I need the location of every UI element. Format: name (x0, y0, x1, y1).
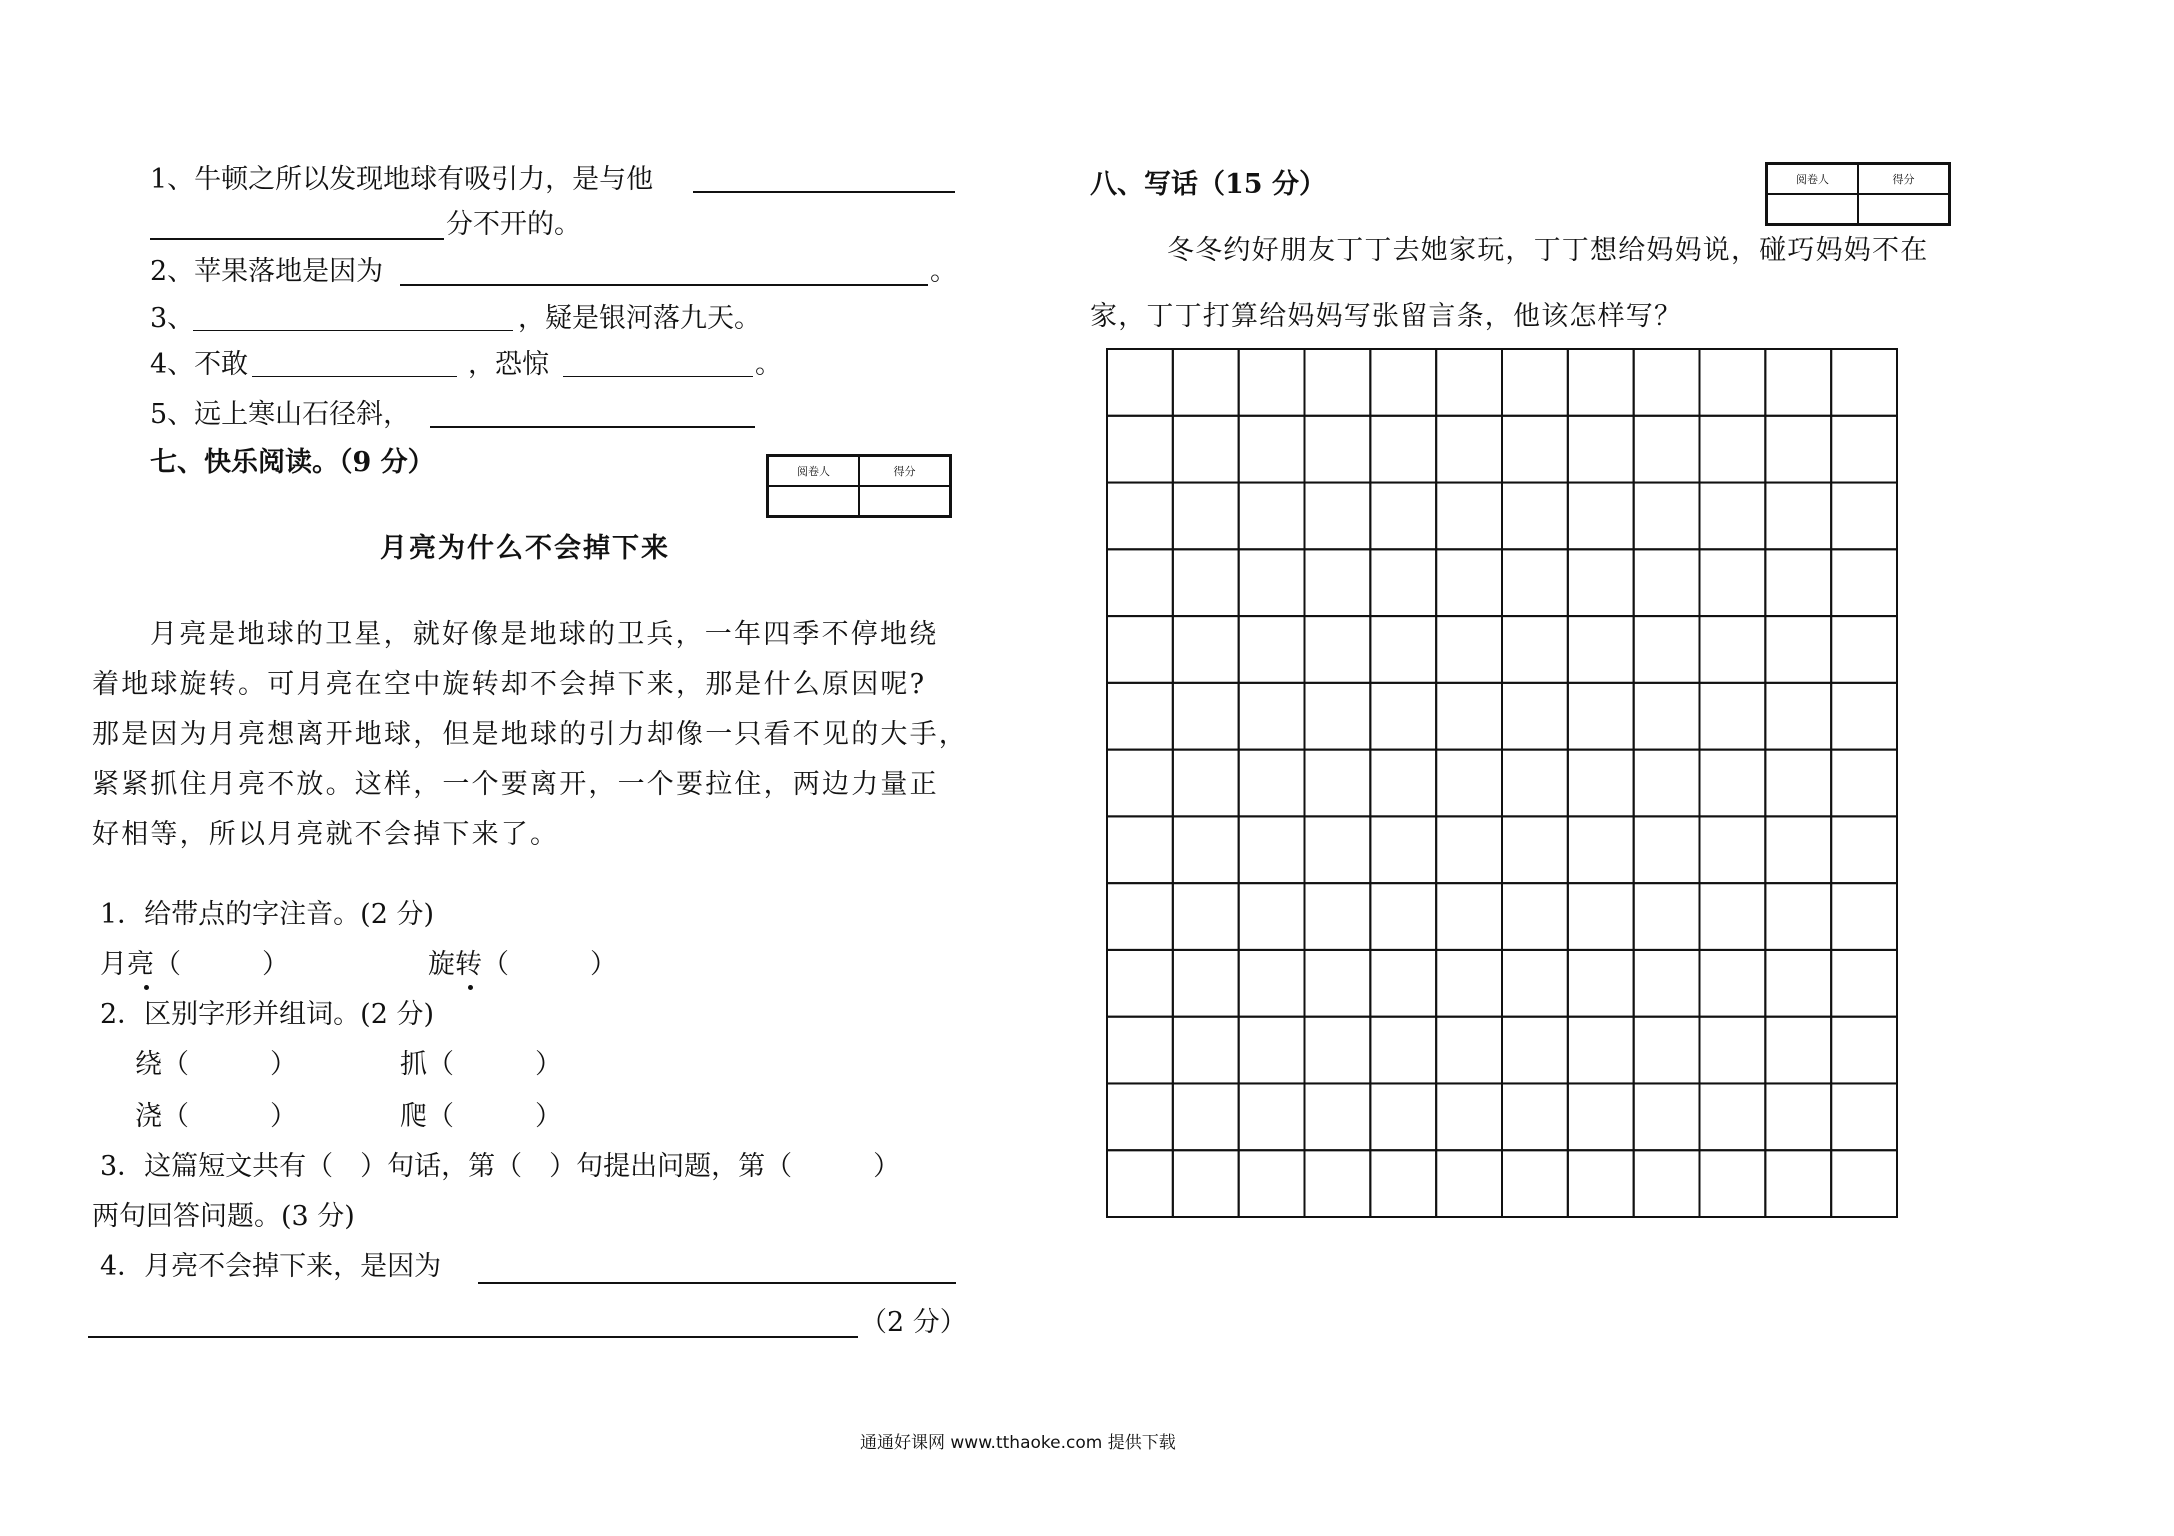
grid-cell[interactable] (1239, 950, 1305, 1017)
grid-cell[interactable] (1568, 1017, 1634, 1084)
grid-cell[interactable] (1700, 950, 1766, 1017)
q7-2-d: 爬（ ） (400, 1101, 562, 1132)
grid-cell[interactable] (1436, 349, 1502, 416)
grid-cell[interactable] (1568, 750, 1634, 817)
grid-cell[interactable] (1502, 950, 1568, 1017)
grid-cell[interactable] (1107, 549, 1173, 616)
q7-2-c: 浇（ ） (135, 1101, 297, 1132)
q7-2-a: 绕（ ） (135, 1049, 297, 1080)
grid-cell[interactable] (1173, 416, 1239, 483)
grid-cell[interactable] (1239, 1150, 1305, 1217)
passage-line-2: 着地球旋转。可月亮在空中旋转却不会掉下来，那是什么原因呢? (92, 669, 927, 700)
q7-4-blank-a[interactable] (478, 1282, 956, 1284)
grid-cell[interactable] (1765, 483, 1831, 550)
writing-grid[interactable] (1106, 348, 1898, 1218)
q6-3-blank[interactable] (193, 330, 513, 331)
grid-cell[interactable] (1370, 950, 1436, 1017)
grid-cell[interactable] (1173, 1017, 1239, 1084)
q6-4-mid: ，恐惊 (468, 349, 549, 380)
grid-cell[interactable] (1370, 750, 1436, 817)
grid-cell[interactable] (1239, 549, 1305, 616)
q6-1-blank-b[interactable] (150, 238, 444, 240)
grid-cell[interactable] (1634, 816, 1700, 883)
grid-cell[interactable] (1502, 416, 1568, 483)
grid-cell[interactable] (1765, 816, 1831, 883)
grid-cell[interactable] (1305, 1017, 1371, 1084)
grid-cell[interactable] (1634, 750, 1700, 817)
q7-1-a: 月亮（ ） (100, 949, 289, 980)
grid-cell[interactable] (1831, 416, 1897, 483)
q6-4-blank-a[interactable] (252, 376, 457, 377)
grid-cell[interactable] (1436, 683, 1502, 750)
grid-cell[interactable] (1700, 683, 1766, 750)
emphasis-dot (144, 985, 149, 990)
grid-cell[interactable] (1173, 1083, 1239, 1150)
grid-cell[interactable] (1765, 416, 1831, 483)
grid-cell[interactable] (1107, 416, 1173, 483)
grid-cell[interactable] (1370, 1017, 1436, 1084)
grid-cell[interactable] (1502, 483, 1568, 550)
grid-cell[interactable] (1239, 816, 1305, 883)
passage-line-4: 紧紧抓住月亮不放。这样，一个要离开，一个要拉住，两边力量正 (92, 769, 939, 800)
grid-cell[interactable] (1436, 1017, 1502, 1084)
grid-cell[interactable] (1634, 883, 1700, 950)
grid-cell[interactable] (1700, 616, 1766, 683)
q6-1-blank-a[interactable] (693, 191, 955, 193)
grid-cell[interactable] (1305, 683, 1371, 750)
grid-cell[interactable] (1568, 416, 1634, 483)
grid-cell[interactable] (1239, 1017, 1305, 1084)
grid-cell[interactable] (1700, 349, 1766, 416)
grid-cell[interactable] (1831, 883, 1897, 950)
grid-cell[interactable] (1700, 750, 1766, 817)
grid-cell[interactable] (1173, 750, 1239, 817)
grid-cell[interactable] (1305, 750, 1371, 817)
q6-1-line2: 分不开的。 (446, 209, 581, 240)
grid-cell[interactable] (1436, 416, 1502, 483)
grid-cell[interactable] (1239, 616, 1305, 683)
section8-prompt-line2: 家，丁丁打算给妈妈写张留言条，他该怎样写？ (1090, 301, 1683, 332)
grid-cell[interactable] (1173, 950, 1239, 1017)
grid-cell[interactable] (1370, 1150, 1436, 1217)
grid-cell[interactable] (1173, 816, 1239, 883)
grid-cell[interactable] (1436, 1083, 1502, 1150)
grid-cell[interactable] (1831, 950, 1897, 1017)
grid-cell[interactable] (1568, 950, 1634, 1017)
grid-cell[interactable] (1305, 950, 1371, 1017)
grid-cell[interactable] (1305, 816, 1371, 883)
grid-cell[interactable] (1765, 883, 1831, 950)
q7-1: 1．给带点的字注音。(2 分) (100, 899, 435, 930)
grid-cell[interactable] (1173, 349, 1239, 416)
q6-2: 2、苹果落地是因为 (150, 256, 384, 287)
section7-title: 七、快乐阅读。（9 分） (150, 447, 435, 478)
grid-cell[interactable] (1305, 616, 1371, 683)
score-label: 得分 (1858, 164, 1949, 194)
grid-cell[interactable] (1765, 750, 1831, 817)
q7-3: 3．这篇短文共有（ ）句话，第（ ）句提出问题，第（ ） (100, 1151, 901, 1182)
grid-cell[interactable] (1239, 1083, 1305, 1150)
grid-cell[interactable] (1436, 950, 1502, 1017)
grid-cell[interactable] (1700, 1150, 1766, 1217)
grid-cell[interactable] (1502, 616, 1568, 683)
grid-cell[interactable] (1107, 683, 1173, 750)
grid-cell[interactable] (1831, 816, 1897, 883)
section8-score-box (1765, 162, 1951, 226)
grid-cell[interactable] (1107, 816, 1173, 883)
grid-cell[interactable] (1370, 416, 1436, 483)
grid-cell[interactable] (1305, 549, 1371, 616)
grid-cell[interactable] (1831, 616, 1897, 683)
grid-cell[interactable] (1831, 1150, 1897, 1217)
reviewer-label: 阅卷人 (768, 456, 859, 486)
grid-cell[interactable] (1370, 483, 1436, 550)
passage-line-3: 那是因为月亮想离开地球，但是地球的引力却像一只看不见的大手， (92, 719, 968, 750)
score-cell[interactable] (859, 486, 950, 516)
grid-cell[interactable] (1568, 483, 1634, 550)
q6-5-blank[interactable] (430, 426, 755, 428)
grid-cell[interactable] (1107, 750, 1173, 817)
passage-line-5: 好相等，所以月亮就不会掉下来了。 (92, 819, 560, 850)
grid-cell[interactable] (1634, 483, 1700, 550)
score-label: 得分 (859, 456, 950, 486)
grid-cell[interactable] (1239, 683, 1305, 750)
grid-cell[interactable] (1568, 683, 1634, 750)
grid-cell[interactable] (1634, 416, 1700, 483)
grid-cell[interactable] (1436, 883, 1502, 950)
grid-cell[interactable] (1436, 1150, 1502, 1217)
grid-cell[interactable] (1634, 349, 1700, 416)
grid-cell[interactable] (1634, 950, 1700, 1017)
reviewer-cell[interactable] (1767, 194, 1858, 224)
q6-4-end: 。 (755, 349, 782, 380)
grid-cell[interactable] (1700, 483, 1766, 550)
grid-cell[interactable] (1370, 349, 1436, 416)
q6-1-line1: 1、牛顿之所以发现地球有吸引力，是与他 (150, 164, 654, 195)
grid-cell[interactable] (1173, 616, 1239, 683)
q7-2-b: 抓（ ） (400, 1049, 562, 1080)
grid-cell[interactable] (1765, 1083, 1831, 1150)
grid-cell[interactable] (1568, 616, 1634, 683)
grid-cell[interactable] (1436, 616, 1502, 683)
grid-cell[interactable] (1173, 1150, 1239, 1217)
grid-cell[interactable] (1765, 683, 1831, 750)
grid-cell[interactable] (1502, 883, 1568, 950)
grid-cell[interactable] (1173, 483, 1239, 550)
q6-3-num: 3、 (150, 303, 195, 334)
grid-cell[interactable] (1700, 416, 1766, 483)
grid-cell[interactable] (1831, 349, 1897, 416)
grid-cell[interactable] (1107, 883, 1173, 950)
reviewer-label: 阅卷人 (1767, 164, 1858, 194)
grid-cell[interactable] (1700, 1017, 1766, 1084)
grid-cell[interactable] (1305, 883, 1371, 950)
grid-cell[interactable] (1502, 349, 1568, 416)
grid-cell[interactable] (1765, 549, 1831, 616)
grid-cell[interactable] (1370, 549, 1436, 616)
grid-cell[interactable] (1831, 549, 1897, 616)
grid-cell[interactable] (1436, 549, 1502, 616)
grid-cell[interactable] (1305, 416, 1371, 483)
grid-cell[interactable] (1700, 1083, 1766, 1150)
grid-cell[interactable] (1634, 1017, 1700, 1084)
grid-cell[interactable] (1502, 1017, 1568, 1084)
footer-credit: 通通好课网 www.tthaoke.com 提供下载 (860, 1433, 1176, 1453)
grid-cell[interactable] (1831, 1017, 1897, 1084)
grid-cell[interactable] (1173, 549, 1239, 616)
grid-cell[interactable] (1107, 349, 1173, 416)
passage-line-1: 月亮是地球的卫星，就好像是地球的卫兵，一年四季不停地绕 (150, 619, 939, 650)
grid-cell[interactable] (1107, 483, 1173, 550)
grid-cell[interactable] (1173, 883, 1239, 950)
grid-cell[interactable] (1107, 1083, 1173, 1150)
grid-cell[interactable] (1568, 349, 1634, 416)
section7-score-box (766, 454, 952, 518)
grid-cell[interactable] (1502, 1150, 1568, 1217)
grid-cell[interactable] (1239, 416, 1305, 483)
q6-4-blank-b[interactable] (563, 376, 753, 377)
grid-cell[interactable] (1239, 483, 1305, 550)
q7-4-score: （2 分） (860, 1307, 967, 1338)
grid-cell[interactable] (1107, 1150, 1173, 1217)
grid-cell[interactable] (1831, 1083, 1897, 1150)
section8-prompt-line1: 冬冬约好朋友丁丁去她家玩，丁丁想给妈妈说，碰巧妈妈不在 (1167, 235, 1929, 266)
grid-cell[interactable] (1502, 549, 1568, 616)
q7-4: 4．月亮不会掉下来，是因为 (100, 1251, 442, 1282)
grid-cell[interactable] (1502, 816, 1568, 883)
grid-cell[interactable] (1831, 750, 1897, 817)
q6-4-pre: 4、不敢 (150, 349, 249, 380)
grid-cell[interactable] (1765, 616, 1831, 683)
grid-cell[interactable] (1502, 750, 1568, 817)
grid-cell[interactable] (1436, 816, 1502, 883)
grid-cell[interactable] (1831, 483, 1897, 550)
grid-cell[interactable] (1305, 1083, 1371, 1150)
grid-cell[interactable] (1634, 683, 1700, 750)
grid-cell[interactable] (1239, 750, 1305, 817)
grid-cell[interactable] (1239, 883, 1305, 950)
grid-cell[interactable] (1436, 483, 1502, 550)
grid-cell[interactable] (1305, 483, 1371, 550)
emphasis-dot (468, 985, 473, 990)
grid-cell[interactable] (1370, 883, 1436, 950)
passage-title: 月亮为什么不会掉下来 (380, 533, 670, 564)
grid-cell[interactable] (1107, 1017, 1173, 1084)
grid-cell[interactable] (1436, 750, 1502, 817)
grid-cell[interactable] (1634, 616, 1700, 683)
grid-cell[interactable] (1568, 1083, 1634, 1150)
q7-2: 2．区别字形并组词。(2 分) (100, 999, 435, 1030)
grid-cell[interactable] (1765, 349, 1831, 416)
score-cell[interactable] (1858, 194, 1949, 224)
grid-cell[interactable] (1568, 816, 1634, 883)
grid-cell[interactable] (1700, 883, 1766, 950)
grid-cell[interactable] (1568, 883, 1634, 950)
q6-3: ，疑是银河落九天。 (518, 303, 761, 334)
grid-cell[interactable] (1370, 683, 1436, 750)
grid-cell[interactable] (1765, 1150, 1831, 1217)
grid-cell[interactable] (1634, 1083, 1700, 1150)
grid-cell[interactable] (1831, 683, 1897, 750)
q7-3-line2: 两句回答问题。(3 分) (92, 1201, 355, 1232)
section8-title: 八、写话（15 分） (1090, 169, 1326, 200)
q7-4-blank-b[interactable] (88, 1336, 858, 1338)
grid-cell[interactable] (1370, 1083, 1436, 1150)
grid-cell[interactable] (1107, 616, 1173, 683)
grid-cell[interactable] (1305, 349, 1371, 416)
grid-cell[interactable] (1107, 950, 1173, 1017)
grid-cell[interactable] (1568, 1150, 1634, 1217)
grid-cell[interactable] (1502, 683, 1568, 750)
grid-cell[interactable] (1502, 1083, 1568, 1150)
q6-5: 5、远上寒山石径斜， (150, 399, 411, 430)
q6-2-end: 。 (930, 256, 957, 287)
grid-cell[interactable] (1634, 549, 1700, 616)
q6-2-blank[interactable] (400, 284, 928, 286)
grid-cell[interactable] (1568, 549, 1634, 616)
grid-cell[interactable] (1700, 549, 1766, 616)
grid-cell[interactable] (1173, 683, 1239, 750)
grid-cell[interactable] (1634, 1150, 1700, 1217)
q7-1-b: 旋转（ ） (428, 949, 617, 980)
grid-cell[interactable] (1370, 816, 1436, 883)
grid-cell[interactable] (1239, 349, 1305, 416)
grid-cell[interactable] (1765, 950, 1831, 1017)
grid-cell[interactable] (1370, 616, 1436, 683)
grid-cell[interactable] (1765, 1017, 1831, 1084)
grid-cell[interactable] (1305, 1150, 1371, 1217)
grid-cell[interactable] (1700, 816, 1766, 883)
reviewer-cell[interactable] (768, 486, 859, 516)
